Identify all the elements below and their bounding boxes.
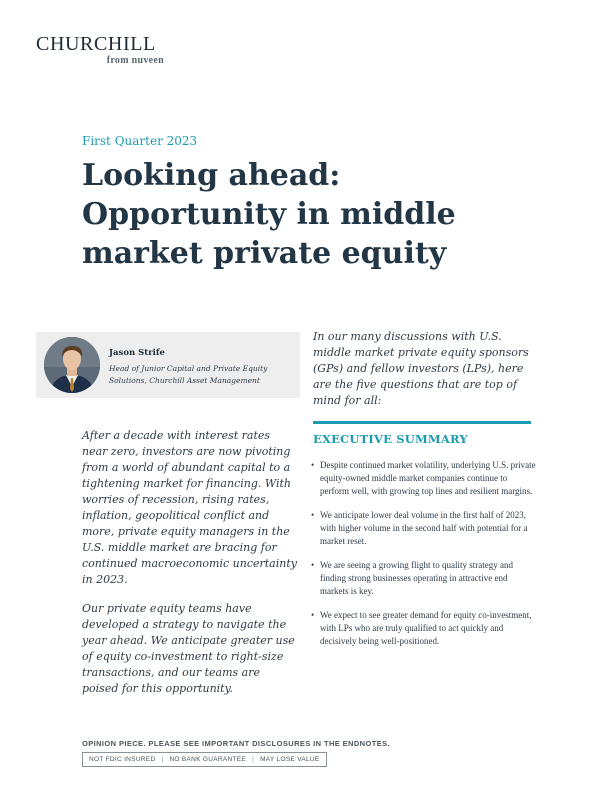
body-paragraph: After a decade with interest rates near zero, investors are now pivoting from a world of abundant capital to a tightening market for financing. With worries of recession, rising rates, inflation, geopolitical conflict and more, private equity managers in the U.S. middle market are bracing for continued macroeconomic uncertainty in 2023. bbox=[82, 429, 297, 586]
author-name: Jason Strife bbox=[109, 348, 165, 358]
company-logo bbox=[36, 34, 176, 67]
list-item: • Despite continued market volatility, underlying U.S. private equity-owned middle market companies continue to perform well, with growing top lines and resilient margins. bbox=[311, 459, 536, 498]
author-avatar bbox=[44, 337, 100, 393]
title-line: market private equity bbox=[82, 236, 447, 271]
opinion-notice: OPINION PIECE. PLEASE SEE IMPORTANT DISCLOSURES IN THE ENDNOTES. bbox=[82, 739, 390, 748]
list-item: • We expect to see greater demand for equity co-investment, with LPs who are truly qualified to act quickly and decisively being well-positioned. bbox=[311, 609, 536, 648]
quarter-label: First Quarter 2023 bbox=[82, 134, 198, 148]
disclaimer-box bbox=[82, 752, 327, 767]
page-title bbox=[82, 156, 502, 273]
disclaimer-item: MAY LOSE VALUE bbox=[260, 756, 320, 763]
logo-name: CHURCHILL bbox=[36, 33, 156, 55]
title-line: Looking ahead: bbox=[82, 158, 341, 193]
title-line: Opportunity in middle bbox=[82, 197, 456, 232]
author-photo-icon bbox=[44, 337, 100, 393]
author-role: Head of Junior Capital and Private Equity Solutions, Churchill Asset Management bbox=[109, 364, 268, 385]
disclaimer-item: NO BANK GUARANTEE bbox=[169, 756, 247, 763]
separator: | bbox=[252, 756, 255, 763]
executive-summary-list bbox=[311, 459, 536, 659]
separator: | bbox=[161, 756, 164, 763]
list-item: • We are seeing a growing flight to quality strategy and finding strong businesses operating in attractive end markets is key. bbox=[311, 559, 536, 598]
section-divider bbox=[313, 421, 531, 424]
logo-subtitle: from nuveen bbox=[106, 55, 164, 66]
body-paragraph: Our private equity teams have developed a strategy to navigate the year ahead. We anticipate greater use of equity co-investment to right-size transactions, and our teams are poised for this opportunity. bbox=[82, 602, 295, 695]
disclaimer-item: NOT FDIC INSURED bbox=[89, 756, 156, 763]
intro-right-text: In our many discussions with U.S. middle market private equity sponsors (GPs) and fellow investors (LPs), here are the five questions that are top of mind for all: bbox=[313, 330, 529, 407]
executive-summary-heading: EXECUTIVE SUMMARY bbox=[313, 432, 468, 446]
list-item: • We anticipate lower deal volume in the first half of 2023, with higher volume in the second half with potential for a market reset. bbox=[311, 509, 536, 548]
